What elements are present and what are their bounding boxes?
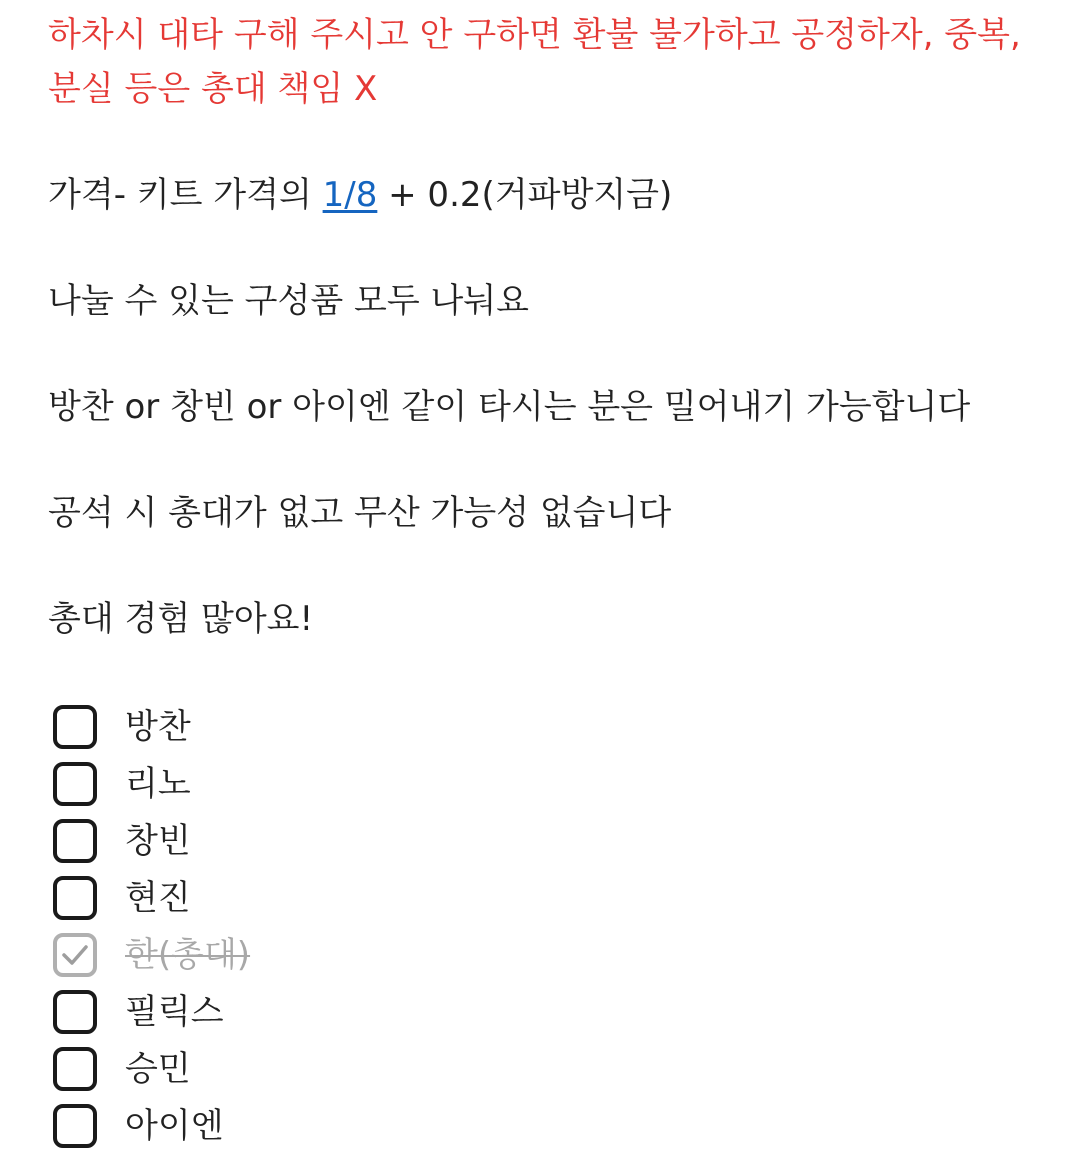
checklist-item[interactable] [48, 983, 1048, 1040]
experience-note: 총대 경험 많아요! [48, 599, 314, 639]
checklist-item-label: 아이엔 [125, 1105, 224, 1146]
checklist-item[interactable] [48, 698, 1048, 755]
checklist-item[interactable] [48, 1040, 1048, 1097]
checklist-item[interactable] [48, 869, 1048, 926]
checkbox-icon[interactable] [53, 990, 97, 1034]
checklist-item-label: 필릭스 [125, 991, 224, 1032]
checklist-item[interactable] [48, 755, 1048, 812]
checklist-item-label: 현진 [125, 877, 191, 918]
vacancy-note: 공석 시 총대가 없고 무산 가능성 없습니다 [48, 493, 672, 533]
checklist-item[interactable] [48, 812, 1048, 869]
checklist-item-label: 리노 [125, 763, 191, 804]
price-prefix: 가격- 키트 가격의 [48, 175, 323, 215]
checkbox-icon[interactable] [53, 762, 97, 806]
checkbox-icon[interactable] [53, 933, 97, 977]
checklist-item-label: 한(총대) [125, 934, 251, 975]
checklist-item-label: 창빈 [125, 820, 191, 861]
checklist-item[interactable] [48, 1097, 1048, 1154]
member-checklist [48, 698, 1048, 1154]
checkbox-icon[interactable] [53, 876, 97, 920]
checklist-item-label: 승민 [125, 1048, 191, 1089]
note-body [48, 8, 1048, 1154]
checkbox-icon[interactable] [53, 1047, 97, 1091]
checkbox-icon[interactable] [53, 1104, 97, 1148]
push-out-note: 방찬 or 창빈 or 아이엔 같이 타시는 분은 밀어내기 가능합니다 [48, 387, 971, 427]
checklist-item[interactable] [48, 926, 1048, 983]
share-note: 나눌 수 있는 구성품 모두 나눠요 [48, 281, 530, 321]
price-fraction-link[interactable]: 1/8 [322, 175, 378, 215]
checkbox-icon[interactable] [53, 819, 97, 863]
checkmark-icon [61, 944, 89, 966]
checklist-item-label: 방찬 [125, 706, 191, 747]
refund-warning: 하차시 대타 구해 주시고 안 구하면 환불 불가하고 공정하자, 중복, 분실 등은 총대 책임 X [48, 15, 1021, 109]
price-line [48, 168, 1048, 222]
price-suffix: + 0.2(거파방지금) [377, 175, 673, 215]
checkbox-icon[interactable] [53, 705, 97, 749]
